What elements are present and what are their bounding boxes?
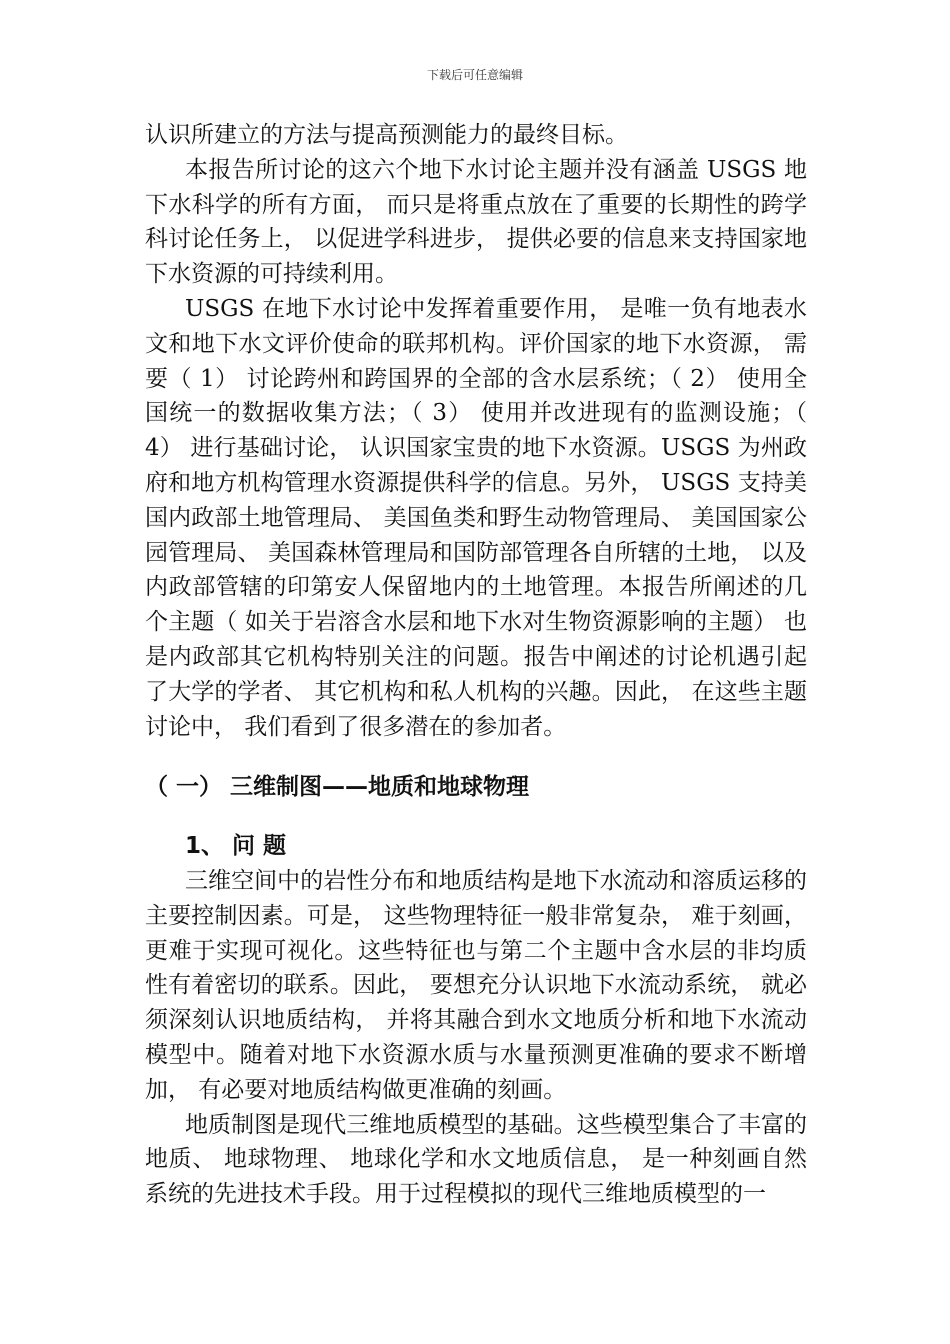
paragraph-5: 地质制图是现代三维地质模型的基础。这些模型集合了丰富的地质、 地球物理、 地球化学和水文地质信息， 是一种刻画自然系统的先进技术手段。用于过程模拟的现代三维地质模型的一 [145,1111,807,1208]
document-body [145,118,807,1212]
paragraph-2: 本报告所讨论的这六个地下水讨论主题并没有涵盖 USGS 地下水科学的所有方面， 而只是将重点放在了重要的长期性的跨学科讨论任务上， 以促进学科进步， 提供必要的信息来支持国家地下水资源的可持续利用。 [145,156,807,288]
paragraph-3: USGS 在地下水讨论中发挥着重要作用， 是唯一负有地表水文和地下水文评价使命的联邦机构。评价国家的地下水资源， 需要（ 1） 讨论跨州和跨国界的全部的含水层系统；（ 2） 使用全国统一的数据收集方法；（ 3） 使用并改进现有的监测设施；（ 4） 进行基础讨论， 认识国家宝贵的地下水资源。USGS 为州政府和地方机构管理水资源提供科学的信息。另外， USGS 支持美国内政部土地管理局、 美国鱼类和野生动物管理局、 美国国家公园管理局、 美国森林管理局和国防部管理各自所辖的土地， 以及内政部管辖的印第安人保留地内的土地管理。本报告所阐述的几个主题（ 如关于岩溶含水层和地下水对生物资源影响的主题） 也是内政部其它机构特别关注的问题。报告中阐述的讨论机遇引起了大学的学者、 其它机构和私人机构的兴趣。因此， 在这些主题讨论中， 我们看到了很多潜在的参加者。 [145,295,807,740]
paragraph-4: 三维空间中的岩性分布和地质结构是地下水流动和溶质运移的主要控制因素。可是， 这些物理特征一般非常复杂， 难于刻画， 更难于实现可视化。这些特征也与第二个主题中含水层的非均质性有着密切的联系。因此， 要想充分认识地下水流动系统， 就必须深刻认识地质结构， 并将其融合到水文地质分析和地下水流动模型中。随着对地下水资源水质与水量预测更准确的要求不断增加， 有必要对地质结构做更准确的刻画。 [145,867,807,1103]
page-header: 下载后可任意编辑 [426,68,523,82]
subsection-heading: 1、 问 题 [185,833,287,860]
paragraph-1: 认识所建立的方法与提高预测能力的最终目标。 [145,122,628,148]
section-heading: （ 一） 三维制图——地质和地球物理 [145,774,530,801]
